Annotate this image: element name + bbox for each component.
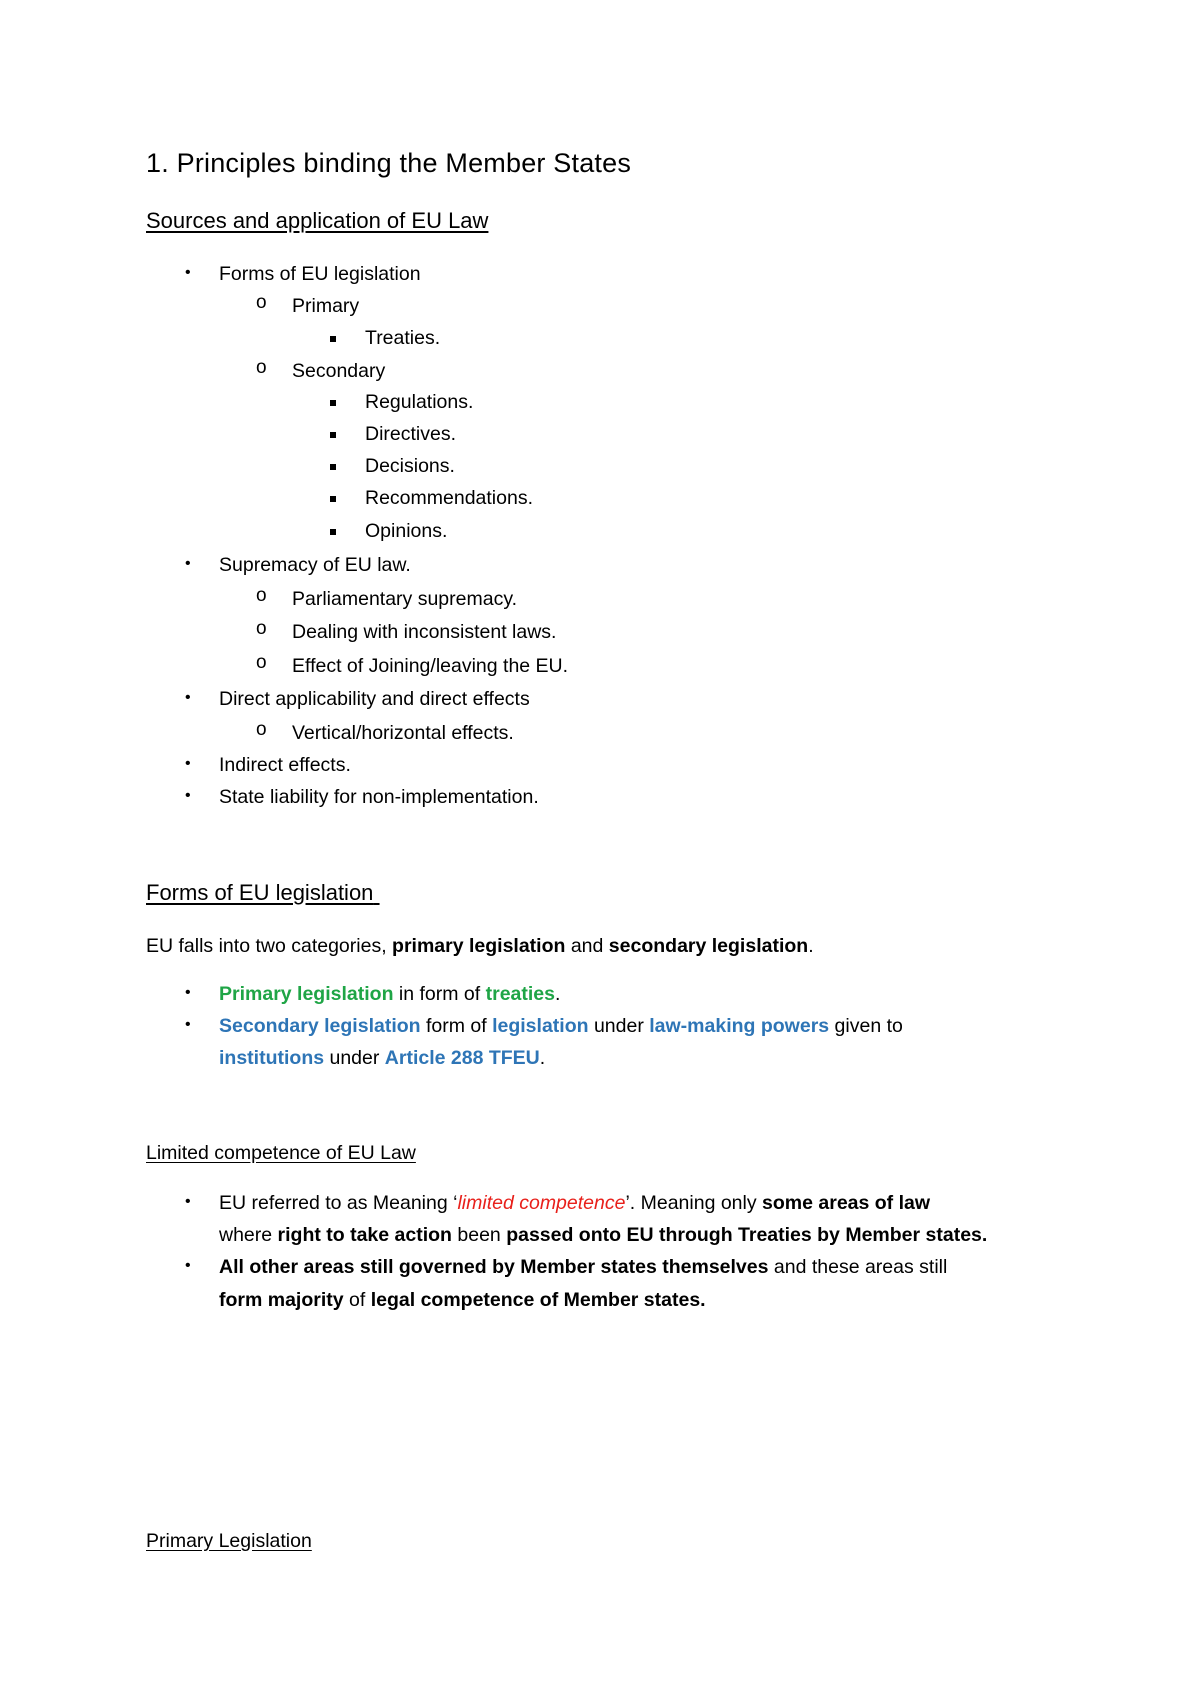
square-bullet <box>330 496 336 502</box>
limited-competence-line: EU referred to as Meaning ‘limited competence’. Meaning only some areas of law <box>219 1192 931 1214</box>
square-bullet <box>330 464 336 470</box>
list-item-forms: Forms of EU legislation <box>219 263 421 285</box>
sub-bullet: o <box>256 719 267 740</box>
bullet-dot: • <box>185 1016 191 1033</box>
bullet-dot: • <box>185 1257 191 1274</box>
section-heading-primary: Primary Legislation <box>146 1530 312 1552</box>
other-areas-line: All other areas still governed by Member states themselves and these areas still <box>219 1256 948 1278</box>
sub-bullet: o <box>256 292 267 313</box>
square-bullet <box>330 400 336 406</box>
sub-bullet: o <box>256 357 267 378</box>
page-title: 1. Principles binding the Member States <box>146 148 632 178</box>
list-item-regulations: Regulations. <box>365 391 474 413</box>
primary-legislation-line: Primary legislation in form of treaties. <box>219 983 561 1005</box>
list-item-treaties: Treaties. <box>365 327 441 349</box>
sub-bullet: o <box>256 618 267 639</box>
square-bullet <box>330 432 336 438</box>
secondary-legislation-line-2: institutions under Article 288 TFEU. <box>219 1047 546 1069</box>
secondary-legislation-line: Secondary legislation form of legislation under law-making powers given to <box>219 1015 903 1037</box>
list-item-indirect: Indirect effects. <box>219 754 351 776</box>
square-bullet <box>330 336 336 342</box>
forms-intro: EU falls into two categories, primary legislation and secondary legislation. <box>146 935 814 957</box>
list-item-primary: Primary <box>292 295 360 317</box>
section-heading-forms: Forms of EU legislation <box>146 880 374 905</box>
list-item-opinions: Opinions. <box>365 520 448 542</box>
limited-competence-line-2: where right to take action been passed onto EU through Treaties by Member states. <box>219 1224 988 1246</box>
list-item-recommendations: Recommendations. <box>365 487 533 509</box>
bullet-dot: • <box>185 555 191 572</box>
sub-bullet: o <box>256 585 267 606</box>
bullet-dot: • <box>185 689 191 706</box>
list-item-decisions: Decisions. <box>365 455 455 477</box>
list-item-liability: State liability for non-implementation. <box>219 786 539 808</box>
bullet-dot: • <box>185 1193 191 1210</box>
sub-bullet: o <box>256 652 267 673</box>
bullet-dot: • <box>185 787 191 804</box>
list-item-direct: Direct applicability and direct effects <box>219 688 530 710</box>
other-areas-line-2: form majority of legal competence of Member states. <box>219 1289 706 1311</box>
bullet-dot: • <box>185 264 191 281</box>
square-bullet <box>330 529 336 535</box>
section-heading-limited: Limited competence of EU Law <box>146 1142 416 1164</box>
list-item-parliamentary: Parliamentary supremacy. <box>292 588 518 610</box>
list-item-secondary: Secondary <box>292 360 386 382</box>
bullet-dot: • <box>185 755 191 772</box>
list-item-inconsistent: Dealing with inconsistent laws. <box>292 621 557 643</box>
list-item-joining: Effect of Joining/leaving the EU. <box>292 655 569 677</box>
bullet-dot: • <box>185 984 191 1001</box>
list-item-vertical: Vertical/horizontal effects. <box>292 722 514 744</box>
list-item-supremacy: Supremacy of EU law. <box>219 554 411 576</box>
section-heading-sources: Sources and application of EU Law <box>146 208 489 233</box>
list-item-directives: Directives. <box>365 423 457 445</box>
